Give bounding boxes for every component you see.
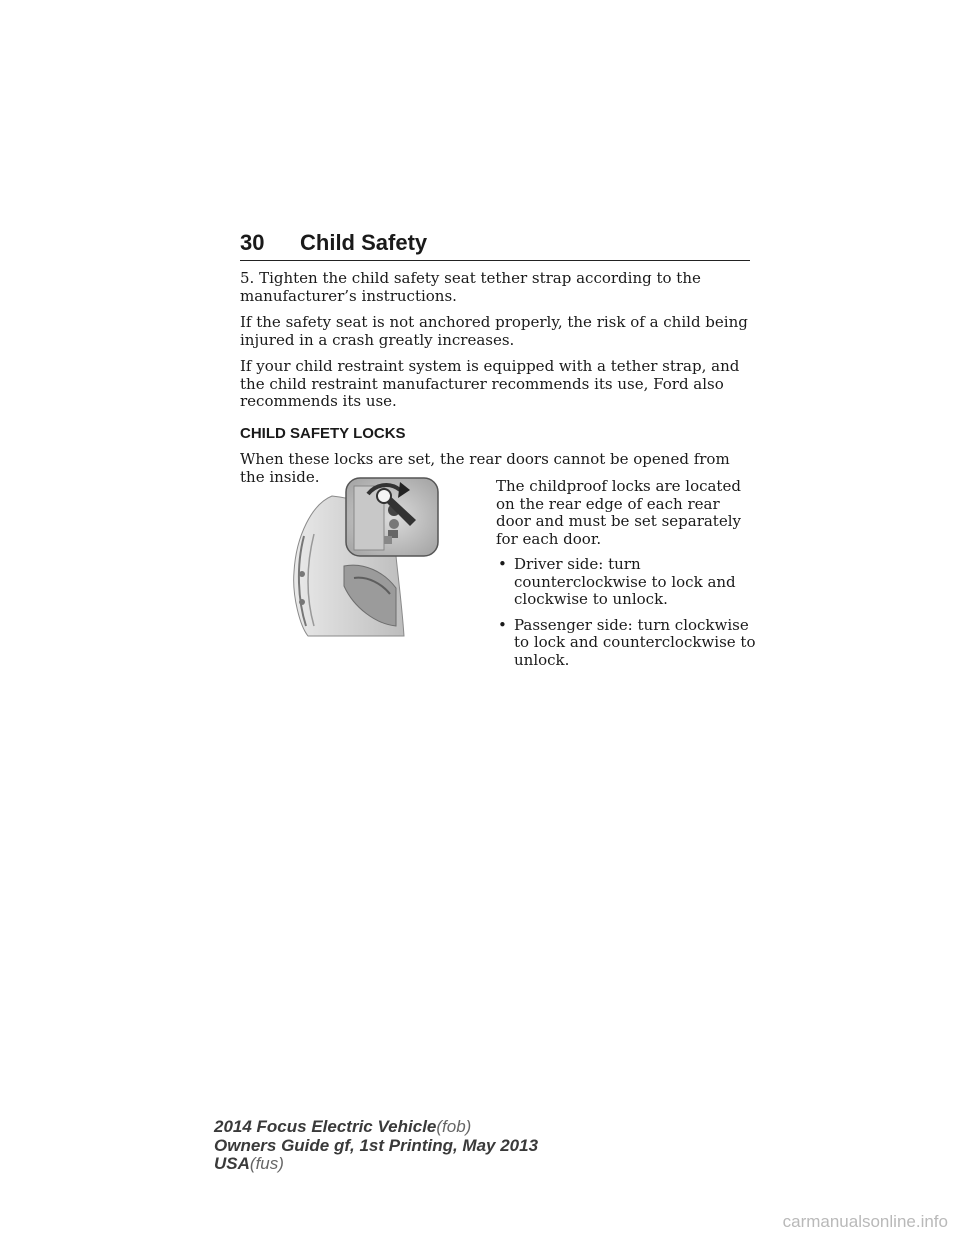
page-footer [214, 1118, 538, 1174]
locks-description: The childproof locks are located on the rear edge of each rear door and must be set separately for each door. [496, 477, 741, 548]
bullet-glyph: • [498, 615, 507, 634]
passenger-side-instruction: Passenger side: turn clockwise to lock and counterclockwise to unlock. [514, 615, 756, 669]
child-lock-illustration [284, 476, 444, 640]
market-code: (fus) [249, 1154, 284, 1173]
locks-details [496, 478, 756, 677]
list-item [496, 556, 756, 609]
list-item [496, 617, 756, 670]
paragraph: If your child restraint system is equipped with a tether strap, and the child restraint manufacturer recommends its use, Ford also recommends its use. [240, 357, 740, 410]
driver-side-instruction: Driver side: turn counterclockwise to lock and clockwise to unlock. [514, 555, 736, 608]
locks-intro: When these locks are set, the rear doors cannot be opened from the inside. [240, 450, 730, 486]
paragraph: If the safety seat is not anchored properly, the risk of a child being injured in a crash greatly increases. [240, 313, 748, 349]
section-title: Child Safety [300, 230, 428, 255]
printing-info: Owners Guide gf, 1st Printing, May 2013 [214, 1135, 539, 1155]
vehicle-code: (fob) [436, 1117, 472, 1136]
footer-line-2 [214, 1137, 538, 1156]
vehicle-name: 2014 Focus Electric Vehicle [214, 1117, 437, 1136]
child-safety-locks-heading: CHILD SAFETY LOCKS [240, 424, 406, 442]
paragraph: 5. Tighten the child safety seat tether strap according to the manufacturer’s instructions. [240, 269, 701, 305]
page-number: 30 [240, 230, 265, 255]
main-text [240, 270, 750, 495]
market: USA [214, 1154, 250, 1173]
page-header [240, 228, 750, 261]
bullet-glyph: • [498, 555, 507, 573]
footer-line-3 [214, 1155, 538, 1174]
watermark: carmanualsonline.info [782, 1212, 948, 1231]
footer-line-1 [214, 1118, 538, 1137]
